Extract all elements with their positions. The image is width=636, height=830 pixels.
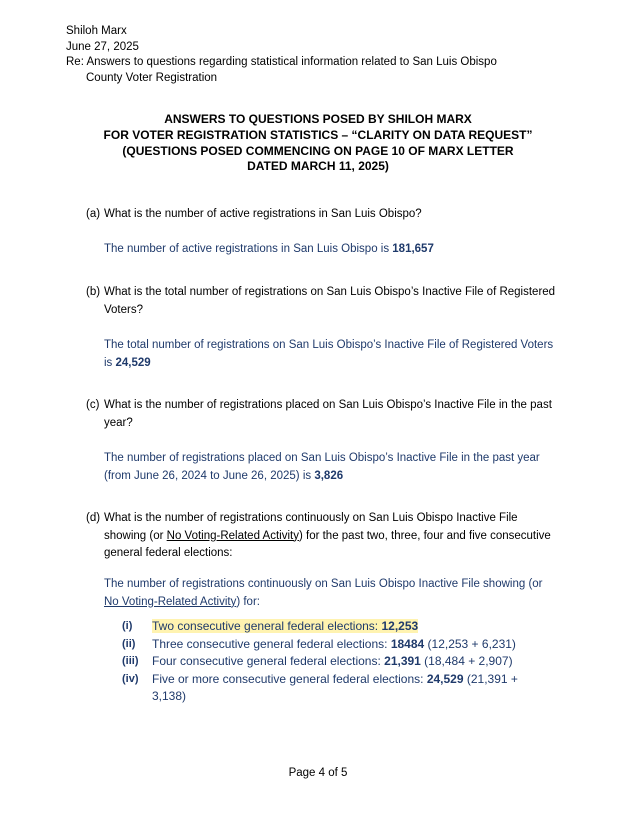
list-item-value: 24,529 [426,671,464,686]
question-b-text: What is the total number of registrations on San Luis Obispo’s Inactive File of Registered Voters? [104,286,556,316]
title-line1: ANSWERS TO QUESTIONS POSED BY SHILOH MARX [164,112,472,126]
list-item-number: (i) [122,620,133,632]
answer-a-value: 181,657 [392,243,434,255]
question-c-text: What is the number of registrations placed on San Luis Obispo’s Inactive File in the past year? [104,399,552,429]
answer-b-text: The total number of registrations on San Luis Obispo’s Inactive File of Registered Voters is [104,339,554,369]
title-line4: DATED MARCH 11, 2025) [247,159,389,174]
list-item [122,618,542,636]
question-d-no-voting-link: No Voting-Related Activity [166,529,299,542]
list-item-text: Three consecutive general federal elections: [152,636,391,651]
answer-d-pre: The number of registrations continuously on San Luis Obispo Inactive File showing (or [104,578,543,590]
answer-d-no-voting-link: No Voting-Related Activity [104,595,237,608]
list-item-text: Two consecutive general federal elections: [152,619,382,633]
list-item [122,671,542,706]
answer-c-value: 3,826 [314,469,344,482]
question-d-text [104,510,556,563]
list-item-number: (iv) [122,672,139,685]
question-d-label: (d) [86,512,101,524]
question-a [86,206,556,224]
letter-header [66,24,497,86]
list-item-value: 18484 [390,636,425,651]
header-name: Shiloh Marx [66,25,127,37]
question-a-label: (a) [86,208,101,220]
list-item-extra: (21,391 + 3,138) [152,671,518,703]
list-item-number: (ii) [122,637,136,650]
header-re-line2: County Voter Registration [86,71,218,84]
highlighted-text [152,619,418,633]
list-item-value: 12,253 [381,619,419,633]
question-d [86,510,556,563]
list-item-number: (iii) [122,655,139,667]
question-d-pre: What is the number of registrations continuously on San Luis Obispo Inactive File showing (or [104,512,518,542]
list-item-text: Five or more consecutive general federal elections: [152,671,427,686]
page-number: Page 4 of 5 [288,767,348,779]
question-c [86,397,556,432]
header-date: June 27, 2025 [66,40,139,53]
list-item-extra: (12,253 + 6,231) [424,636,516,651]
list-item-text: Four consecutive general federal elections: [152,654,385,668]
question-c-label: (c) [86,399,100,411]
question-d-post: ) for the past two, three, four and five consecutive general federal elections: [104,529,551,559]
question-a-text: What is the number of active registrations in San Luis Obispo? [104,208,422,220]
answer-d-list [122,618,542,706]
list-item-extra: (18,484 + 2,907) [420,654,513,668]
answer-c [104,450,554,485]
answer-d-post: ) for: [236,595,260,608]
list-item-value: 21,391 [384,654,421,668]
header-re-line1: Re: Answers to questions regarding statistical information related to San Luis Obispo [66,56,497,68]
title-line3: (QUESTIONS POSED COMMENCING ON PAGE 10 OF MARX LETTER [122,143,514,158]
answer-b-value: 24,529 [115,356,151,369]
list-item [122,636,542,654]
answer-d [104,576,554,611]
question-b [86,284,556,319]
list-item [122,653,542,671]
answer-b [104,337,554,372]
answer-c-text: The number of registrations placed on San Luis Obispo’s Inactive File in the past year (from June 26, 2024 to June 26, 2025) is [104,452,540,482]
question-b-label: (b) [86,286,101,298]
document-title [28,112,608,175]
answer-a [104,241,554,259]
answer-a-text: The number of active registrations in San Luis Obispo is [104,243,393,255]
title-line2: FOR VOTER REGISTRATION STATISTICS – “CLARITY ON DATA REQUEST” [103,127,533,142]
